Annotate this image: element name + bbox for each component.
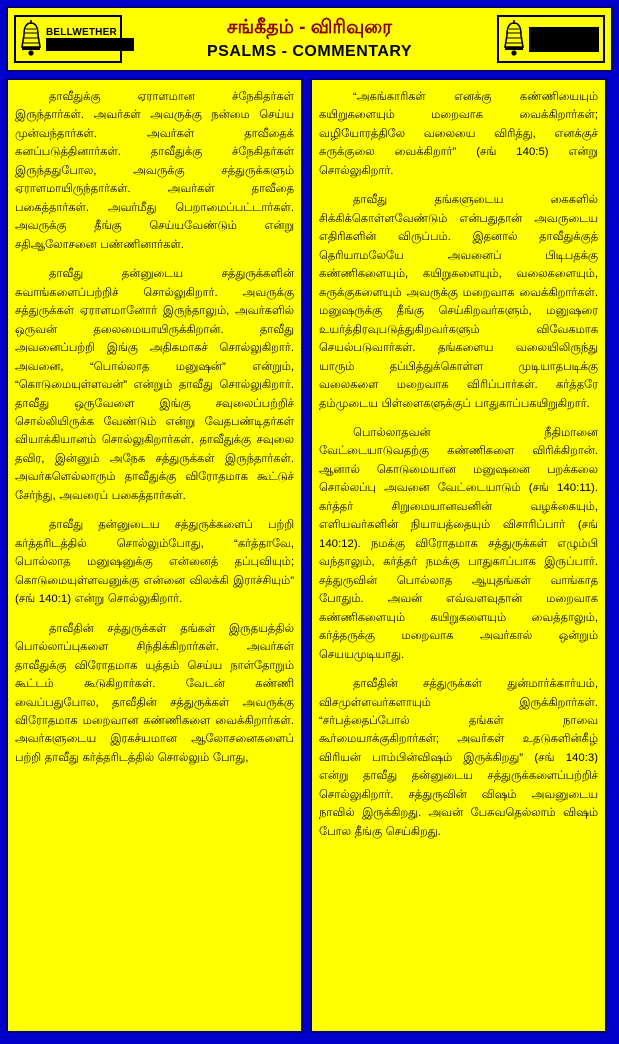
paragraph: பொல்லாதவன் நீதிமானை வேட்டையாடுவதற்கு கண்ணிகளை விரிக்கிறான். ஆனால் கொடுமையான மனுஷனை பறக்கலை சொல்லப்பு அவனை வேட்டையாடும் (சங் 140:11). கர்த்தர் சிறுமையானவனின் வழக்கையும், எளியவர்களின் நியாயத்தையும் விசாரிப்பார் (சங் 140:12). நமக்கு விரோதமாக சத்துருக்கள் எழும்பி வந்தாலும், கர்த்தர் நமக்கு பாதுகாப்பாக இருப்பார். சத்துருவின் பொல்லாத ஆயுதங்கள் வாங்காத போதும். அவன் எவ்வளவுதான் மறைவாக கண்ணிகளையும் கயிறுகளையும் வைத்தாலும், கர்த்தருக்கு மறைவாக அவர்கால் ஒன்றும் செயயமுடியாது.	[319, 426, 598, 661]
logo-line2: PUBLISHERS	[531, 39, 598, 50]
paragraph: தாவீதின் சத்துருக்கள் தங்கள் இருதயத்தில் பொல்லாப்புகளை சிந்திக்கிறார்கள். அவர்கள் தாவீதுக்கு விரோதமாக யுத்தம் செய்ய நாள்தோறும் கூட்டம் கூடுகிறார்கள். வேடன் கண்ணி வைப்பதுபோல, தாவீதின் சத்துருக்கள் அவருக்கு விரோதமாக மறைவான கண்ணிகளை வைக்கிறார்கள். அவர்களுடைய இரகச்யமான ஆலோசனைகளைப் பற்றி தாவீது கர்த்தரிடத்தில் சொல்லும் போது,	[15, 622, 294, 764]
paragraph: தாவீதின் சத்துருக்கள் துன்மார்க்கார்யம், விசமுள்ளவர்களாயும் இருக்கிறார்கள். “சர்பத்தைப்போல் தங்கள் நாவை கூர்மையாக்குகிறார்கள்; அவர்கள் உதடுகளின்கீழ் விரியன் பாம்பின்விஷம் இருக்கிறது” (சங் 140:3) என்று தாவீது தன்னுடைய சத்துருக்களைப்பற்றிச் சொல்லுகிறார். சத்துருவின் விஷம் அவனுடைய நாவில் இருக்கிறது. அவன் பேசுவதெல்லாம் விஷம் போல தீங்கு செய்கிறது.	[319, 678, 598, 838]
logo-line1: GOOD NEWS	[529, 27, 599, 40]
page-header	[6, 6, 613, 72]
bell-emblem-icon	[19, 19, 43, 59]
title-block	[122, 16, 497, 63]
body-columns	[6, 78, 613, 1033]
left-text-column	[6, 78, 303, 1033]
page-title-english: PSALMS - COMMENTARY	[206, 43, 413, 61]
paragraph: தாவீது தன்னுடைய சத்துருக்களைப் பற்றி கர்த்தரிடத்தில் சொல்லும்போது, “கர்த்தாவே, பொல்லாத மனுஷனுக்கு என்னைத் தப்புவியும்; கொடுமையுள்ளவனுக்கு என்னை விலக்கி இராச்சியும்” (சங் 140:1) என்று சொல்லுகிறார்.	[15, 519, 294, 606]
bell-emblem-icon	[502, 19, 526, 59]
paragraph: தாவீது தங்களுடைய கைகளில் சிக்கிக்கொள்ளவேண்டும் என்பதுதான் அவருடைய எதிரிகளின் விருப்பம். இதனால் தாவீதுக்குத் தெரியாமலேயே அவனைப் பிடிபதக்கு கண்ணிகளையும், கயிறுகளையும், வலைகளையும், சுருக்குகளையும் அவருக்கு மறைவாக வைக்கிறார்கள். மனுஷருக்கு தீங்கு செய்கிறவர்களும், மனுஷரை உயர்த்திரவுபடுத்துகிறவர்களும் விவேகமாக செயல்படுவார்கள். தங்களைய வலையிலிருந்து யாரும் தப்பித்துக்கொள்ள முடியாதபடிக்கு வலைகளை மறைவாக விரிப்பார்கள். கர்த்தரே தம்முடைய பிள்ளைகளுக்குப் பாதுகாப்பகயிறுகிறார்.	[319, 194, 598, 410]
paragraph: “அகங்காரிகள் எனக்கு கண்ணியையும் கயிறுகளையும் மறைவாக வைக்கிறார்கள்; வழியோரத்திலே வலையை விரித்து, எனக்குச் சுருக்குலை வைக்கிறார்” (சங் 140:5) என்று சொல்லுகிறார்.	[319, 91, 598, 177]
paragraph: தாவீதுக்கு ஏராளமான ச்நேகிதர்கள் இருந்தார்கள். அவர்கள் அவருக்கு நன்மை செய்ய முன்வந்தார்கள். அவர்கள் தாவீதைக் கனப்படுத்தினார்கள். தாவீதுக்கு ச்நேகிதர்கள் இருந்ததுபோல, அவருக்கு சத்துருக்களும் ஏராளமாயிருந்தார்கள். அவர்கள் தாவீதை பகைத்தார்கள். அவர்மீது பெறாமைப்பட்டார்கள். அவருக்கு தீங்கு செய்யவேண்டும் என்று சதிஆலோசனை பண்ணினார்கள்.	[15, 91, 294, 251]
logo-line1: BELLWETHER	[46, 26, 117, 38]
bellwether-international-logo	[14, 15, 132, 63]
paragraph: தாவீது தன்னுடைய சத்துருக்களின் சுவாங்களைப்பற்றிச் சொல்லுகிறார். அவருக்கு சத்துருக்கள் ஏராளமானோர் இருந்தாலும், அவர்களில் ஒருவன் தலைமையாயிருக்கிறான். தாவீது அவனைப்பற்றி இங்கு அதிகமாகச் சொல்லுகிறார். அவனை, “பொல்லாத மனுஷன்” என்றும், “கொடுமையுள்ளவன்” என்றும் தாவீது சொல்லுகிறார். தாவீது ஒருவேளை இங்கு சவுலைப்பற்றிச் சொல்லியிருக்க வேண்டும் என்று வேதபண்டிதர்கள் வியாக்கியானம் சொல்லுகிறார்கள். தாவீதுக்கு சவுலை தவிர, இன்னும் அநேக சத்துருக்கள் இருந்தார்கள். அவர்களெல்லாரும் தாவீதுக்கு விரோதமாக கூட்டுச் சேர்ந்து, அவரைப் பகைத்தார்கள்.	[15, 268, 294, 502]
page-title-tamil: சங்கீதம் - விரிவுரை	[226, 16, 393, 38]
logo-line2: INTERNATIONAL	[48, 38, 132, 49]
right-text-column	[310, 78, 607, 1033]
good-news-publishers-logo	[497, 15, 605, 63]
